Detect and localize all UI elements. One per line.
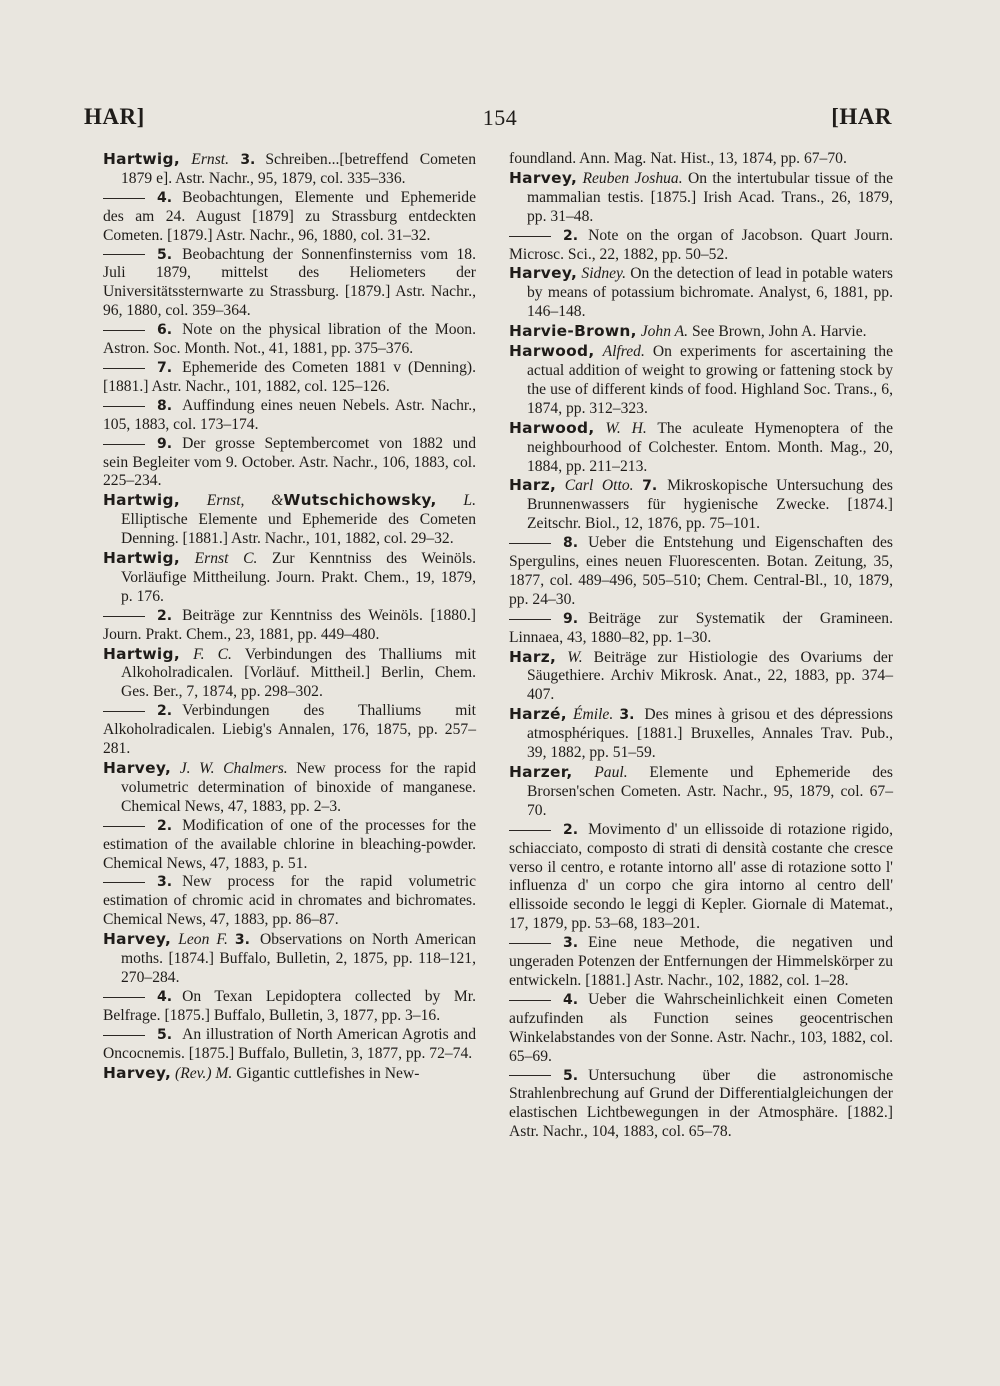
author-name: Harwood, <box>509 418 595 437</box>
entry-text: On experiments for ascertaining the actual addition of weight to growing or fattening stock by the use of different kinds of food. Highland Soc. Trans., 6, 1874, pp. 312–323. <box>527 343 893 417</box>
ditto-rule <box>509 943 551 944</box>
author-name: Hartwig, <box>103 150 180 168</box>
entry-text: Zur Kenntniss des Weinöls. Vorläufige Mittheilung. Journ. Prakt. Chem., 19, 1879, p. 176. <box>121 550 476 605</box>
bibliography-entry <box>509 322 893 342</box>
entry-text: Auffindung eines neuen Nebels. Astr. Nachr., 105, 1883, col. 173–174. <box>103 396 476 433</box>
bibliography-entry <box>509 342 893 419</box>
ditto-rule <box>103 198 145 199</box>
bibliography-subentry <box>509 227 893 265</box>
ditto-rule <box>509 236 551 237</box>
entry-text: Untersuchung über die astronomische Strahlenbrechung auf Grund der Differentialgleichungen der elastischen Lichtbewegungen in der Atmosphäre. [1882.] Astr. Nachr., 104, 1883, col. 65–78. <box>509 1066 893 1141</box>
entry-text: Verbindungen des Thalliums mit Alkoholradicalen. Liebig's Annalen, 176, 1875, pp. 257–281. <box>103 702 476 758</box>
ditto-rule <box>103 1035 145 1036</box>
bibliography-entry <box>103 645 476 703</box>
bibliography-subentry <box>509 150 893 169</box>
ditto-rule <box>103 616 145 617</box>
author-name: Harvey, <box>103 1063 172 1082</box>
bibliography-subentry <box>509 534 893 610</box>
entry-number: 2. <box>157 607 173 624</box>
bibliography-subentry <box>103 359 476 397</box>
entry-number: 8. <box>157 397 173 414</box>
bibliography-subentry <box>103 397 476 435</box>
entry-number: 5. <box>157 246 173 263</box>
ditto-rule <box>103 330 145 331</box>
right-column <box>509 150 893 1142</box>
entry-number: 3. <box>619 707 635 724</box>
author-given-name: Leon F. <box>178 931 228 949</box>
page-number: 154 <box>482 105 518 130</box>
author-given-name: Carl Otto. <box>564 477 634 495</box>
author-given-name: Ernst. <box>191 151 229 168</box>
entry-text: Beiträge zur Kenntniss des Weinöls. [1880.] Journ. Prakt. Chem., 23, 1881, pp. 449–480. <box>103 606 476 643</box>
entry-text: foundland. Ann. Mag. Nat. Hist., 13, 1874, pp. 67–70. <box>509 150 847 167</box>
entry-text: Verbindungen des Thalliums mit Alkoholradicalen. [Vorläuf. Mittheil.] Berlin, Chem. Ges. Ber., 7, 1874, pp. 298–302. <box>121 645 476 701</box>
bibliography-entry <box>103 491 476 549</box>
coauthor-given-name: L. <box>463 492 476 510</box>
left-column <box>103 150 476 1083</box>
author-given-name: W. <box>567 648 583 666</box>
bibliography-subentry <box>103 817 476 874</box>
author-name: Harz, <box>509 476 557 495</box>
entry-number: 9. <box>563 610 579 627</box>
ditto-rule <box>509 619 551 620</box>
entry-text: On Texan Lepidoptera collected by Mr. Belfrage. [1875.] Buffalo, Bulletin, 3, 1877, pp. 3–16. <box>103 987 476 1024</box>
author-name: Harzer, <box>509 763 573 781</box>
entry-number: 5. <box>157 1026 173 1043</box>
author-given-name: J. W. Chalmers. <box>179 760 288 777</box>
author-given-name: Ernst C. <box>194 550 258 568</box>
author-given-name: Reuben Joshua. <box>582 169 683 187</box>
entry-number: 2. <box>157 817 173 834</box>
entry-number: 6. <box>157 322 173 339</box>
running-head-right: [HAR <box>831 104 892 129</box>
author-given-name: Émile. <box>572 706 614 724</box>
entry-number: 7. <box>642 478 658 495</box>
entry-text: Note on the organ of Jacobson. Quart Journ. Microsc. Sci., 22, 1882, pp. 50–52. <box>509 226 893 263</box>
running-head-left: HAR] <box>84 104 145 129</box>
entry-text: On the detection of lead in potable waters by means of potassium bichromate. Analyst, 6, 1881, pp. 146–148. <box>527 265 893 321</box>
author-name: Hartwig, <box>103 549 180 568</box>
bibliography-entry <box>509 705 893 763</box>
entry-number: 4. <box>157 189 173 206</box>
author-name: Harvey, <box>509 264 578 283</box>
bibliography-entry <box>103 1064 476 1084</box>
author-name: Harvie-Brown, <box>509 322 637 341</box>
bibliography-entry <box>103 549 476 607</box>
author-given-name: John A. <box>640 323 689 341</box>
author-given-name: Paul. <box>594 764 628 781</box>
entry-number: 8. <box>563 535 579 552</box>
entry-text: Gigantic cuttlefishes in New- <box>236 1064 420 1082</box>
author-given-name: W. H. <box>605 419 647 437</box>
entry-text: Des mines à grisou et des dépressions atmosphériques. [1881.] Bruxelles, Annales Trav. Pub., 39, 1882, pp. 51–59. <box>527 706 893 762</box>
entry-number: 2. <box>563 821 579 838</box>
bibliography-entry <box>103 930 476 988</box>
entry-text: Beobachtung der Sonnenfinsterniss vom 18. Juli 1879, mittelst des Heliometers der Universitätssternwarte zu Strassburg. [1879.] Astr. Nachr., 96, 1880, col. 359–364. <box>103 245 476 320</box>
bibliography-subentry <box>509 821 893 934</box>
entry-number: 7. <box>157 359 173 376</box>
ditto-rule <box>103 882 145 883</box>
entry-number: 4. <box>157 988 173 1005</box>
entry-text: An illustration of North American Agrotis and Oncocnemis. [1875.] Buffalo, Bulletin, 3, 1877, pp. 72–74. <box>103 1025 476 1062</box>
coauthor-name: Wutschichowsky, <box>283 491 437 510</box>
entry-text: New process for the rapid volumetric estimation of chromic acid in chromates and bichromates. Chemical News, 47, 1883, pp. 86–87. <box>103 873 476 929</box>
bibliography-entry <box>509 476 893 534</box>
bibliography-entry <box>509 648 893 706</box>
bibliography-subentry <box>509 610 893 648</box>
author-name: Harz, <box>509 647 557 666</box>
ditto-rule <box>103 997 145 998</box>
ditto-rule <box>509 543 551 544</box>
entry-text: Observations on North American moths. [1874.] Buffalo, Bulletin, 2, 1875, pp. 118–121, 270–284. <box>121 931 477 986</box>
bibliography-entry <box>103 150 476 189</box>
entry-text: On the intertubular tissue of the mammalian testis. [1875.] Irish Acad. Trans., 26, 1879, pp. 31–48. <box>527 169 893 225</box>
entry-number: 3. <box>157 874 173 891</box>
bibliography-subentry <box>103 189 476 246</box>
author-name: Harvey, <box>103 759 172 777</box>
author-name: Harvey, <box>509 168 578 187</box>
author-name: Harzé, <box>509 705 567 724</box>
bibliography-subentry <box>103 607 476 645</box>
entry-number: 4. <box>563 991 579 1008</box>
entry-text: Movimento d' un ellissoide di rotazione rigido, schiacciato, composto di strati di densità costante che cresce verso il centro, e rotante intorno all' asse di rotazione sotto l' influenza d' un corpo che gira intorno al centro dell' ellissoide secondo le leggi di Kepler. Giornale di Matemat., 17, 1879, pp. 53–68, 183–201. <box>509 820 893 933</box>
author-name: Hartwig, <box>103 491 180 510</box>
entry-number: 2. <box>157 703 173 720</box>
ditto-rule <box>103 406 145 407</box>
bibliography-subentry <box>103 873 476 930</box>
bibliography-subentry <box>103 1026 476 1064</box>
entry-text: Ephemeride des Cometen 1881 v (Denning). [1881.] Astr. Nachr., 101, 1882, col. 125–126. <box>103 358 476 395</box>
entry-text: Der grosse Septembercomet von 1882 und sein Begleiter vom 9. October. Astr. Nachr., 106, 1883, col. 225–234. <box>103 434 476 490</box>
ditto-rule <box>103 254 145 255</box>
bibliography-subentry <box>103 321 476 359</box>
entry-text: See Brown, John A. Harvie. <box>691 323 867 341</box>
ditto-rule <box>509 1000 551 1001</box>
entry-text: Ueber die Entstehung und Eigenschaften des Spergulins, eines neuen Fluorescenten. Botan. Zeitung, 35, 1877, col. 489–496, 505–510; Chem. Central-Bl., 10, 1879, pp. 24–30. <box>509 534 893 608</box>
entry-text: Ueber die Wahrscheinlichkeit einen Cometen aufzufinden als Function seines geocentrischen Winkelabstandes von der Sonne. Astr. Nachr., 103, 1882, col. 65–69. <box>509 990 893 1065</box>
author-name: Harwood, <box>509 342 595 361</box>
bibliography-subentry <box>103 435 476 492</box>
entry-text: Modification of one of the processes for the estimation of the available chlorine in bleaching-powder. Chemical News, 47, 1883, p. 51. <box>103 816 476 872</box>
author-given-name: Ernst, & <box>206 492 284 510</box>
ditto-rule <box>509 830 551 831</box>
entry-text: Beobachtungen, Elemente und Ephemeride des am 24. August [1879] zu Strassburg entdeckten Cometen. [1879.] Astr. Nachr., 96, 1880, col. 31–32. <box>103 188 476 244</box>
author-given-name: (Rev.) M. <box>175 1064 233 1082</box>
author-name: Harvey, <box>103 930 172 949</box>
bibliography-subentry <box>509 1067 893 1143</box>
bibliography-entry <box>509 264 893 322</box>
entry-number: 9. <box>157 435 173 452</box>
bibliography-entry <box>509 763 893 821</box>
bibliography-entry <box>509 419 893 477</box>
author-name: Hartwig, <box>103 644 180 663</box>
entry-text: New process for the rapid volumetric determination of binoxide of manganese. Chemical News, 47, 1883, pp. 2–3. <box>121 760 477 815</box>
bibliography-entry <box>509 169 893 227</box>
entry-text: Mikroskopische Untersuchung des Brunnenwassers für hygienische Zwecke. [1874.] Zeitschr. Biol., 12, 1876, pp. 75–101. <box>527 477 893 533</box>
entry-text: Note on the physical libration of the Moon. Astron. Soc. Month. Not., 41, 1881, pp. 375–376. <box>103 321 476 358</box>
author-given-name: F. C. <box>193 645 232 663</box>
entry-number: 3. <box>234 932 250 949</box>
entry-text: Beiträge zur Histiologie des Ovariums der Säugethiere. Archiv Mikrosk. Anat., 22, 1883, pp. 374–407. <box>527 648 893 704</box>
ditto-rule <box>103 368 145 369</box>
ditto-rule <box>103 444 145 445</box>
bibliography-subentry <box>103 246 476 322</box>
entry-text: Elemente und Ephemeride des Brorsen'schen Cometen. Astr. Nachr., 95, 1879, col. 67–70. <box>527 764 893 819</box>
author-given-name: Alfred. <box>602 343 645 361</box>
bibliography-subentry <box>509 991 893 1067</box>
entry-number: 2. <box>563 227 579 244</box>
entry-text: Elliptische Elemente und Ephemeride des Cometen Denning. [1881.] Astr. Nachr., 101, 1882, col. 29–32. <box>121 511 476 548</box>
entry-text: The aculeate Hymenoptera of the neighbourhood of Colchester. Entom. Month. Mag., 20, 1884, pp. 211–213. <box>527 419 894 475</box>
bibliography-entry <box>103 759 476 817</box>
author-given-name: Sidney. <box>581 265 626 283</box>
entry-number: 3. <box>240 152 256 168</box>
entry-text: Beiträge zur Systematik der Gramineen. Linnaea, 43, 1880–82, pp. 1–30. <box>509 609 893 646</box>
entry-number: 5. <box>563 1067 579 1084</box>
ditto-rule <box>509 1075 551 1076</box>
entry-text: Schreiben...[betreffend Cometen 1879 e]. Astr. Nachr., 95, 1879, col. 335–336. <box>121 151 476 187</box>
bibliography-subentry <box>103 988 476 1026</box>
ditto-rule <box>103 826 145 827</box>
bibliography-subentry <box>509 934 893 991</box>
ditto-rule <box>103 711 145 712</box>
bibliography-subentry <box>103 702 476 759</box>
entry-number: 3. <box>563 935 579 952</box>
entry-text: Eine neue Methode, die negativen und ungeraden Potenzen der Entfernungen der Himmelskörper zu entwickeln. [1881.] Astr. Nachr., 102, 1882, col. 1–28. <box>509 934 893 989</box>
